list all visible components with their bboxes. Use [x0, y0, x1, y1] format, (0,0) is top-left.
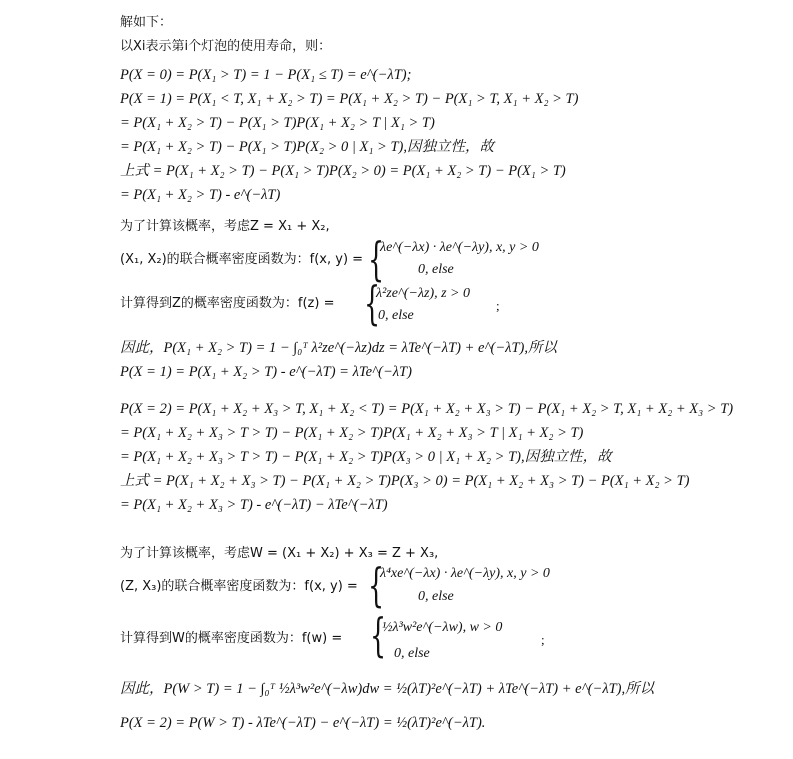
brace-1: {: [368, 232, 385, 286]
line-p-x2-step4: 上式 = P(X₁ + X₂ + X₃ > T) − P(X₁ + X₂ > T)P(X₃ > 0) = P(X₁ + X₂ + X₃ > T) − P(X₁ + X₂ > T): [120, 473, 690, 489]
case3-top: λ⁴xe^(−λx) · λe^(−λy), x, y > 0: [380, 566, 550, 581]
line-joint-density-1: (X₁, X₂)的联合概率密度函数为：f(x, y) =: [120, 252, 364, 267]
line-p-x0: P(X = 0) = P(X₁ > T) = 1 − P(X₁ ≤ T) = e^(−λT);: [120, 67, 412, 83]
line-p-x2-step2: = P(X₁ + X₂ + X₃ > T > T) − P(X₁ + X₂ > T)P(X₁ + X₂ + X₃ > T | X₁ + X₂ > T): [120, 425, 584, 441]
line-w-density: 计算得到W的概率密度函数为：f(w) =: [120, 631, 343, 646]
case4-top: ½λ³w²e^(−λw), w > 0: [382, 620, 503, 635]
line-therefore-1: 因此，P(X₁ + X₂ > T) = 1 − ∫₀ᵀ λ²ze^(−λz)dz = λTe^(−λT) + e^(−λT),所以: [120, 340, 557, 356]
line-intro: 解如下：: [120, 15, 173, 30]
line-p-x2-step3: = P(X₁ + X₂ + X₃ > T > T) − P(X₁ + X₂ > T)P(X₃ > 0 | X₁ + X₂ > T),因独立性，故: [120, 449, 612, 465]
line-z-density: 计算得到Z的概率密度函数为：f(z) =: [120, 296, 335, 311]
line-p-x1-step4: 上式 = P(X₁ + X₂ > T) − P(X₁ > T)P(X₂ > 0) = P(X₁ + X₂ > T) − P(X₁ > T): [120, 163, 566, 179]
line-p-x1-result: P(X = 1) = P(X₁ + X₂ > T) - e^(−λT) = λTe^(−λT): [120, 364, 412, 380]
line-p-x1-step5: = P(X₁ + X₂ > T) - e^(−λT): [120, 187, 281, 203]
semicolon-2: ;: [541, 632, 545, 647]
line-p-x1: P(X = 1) = P(X₁ < T, X₁ + X₂ > T) = P(X₁ + X₂ > T) − P(X₁ > T, X₁ + X₂ > T): [120, 91, 579, 107]
line-p-x2-step5: = P(X₁ + X₂ + X₃ > T) - e^(−λT) − λTe^(−λT): [120, 497, 388, 513]
case1-top: λe^(−λx) · λe^(−λy), x, y > 0: [380, 240, 539, 255]
brace-3: {: [368, 558, 385, 612]
line-joint-density-2: (Z, X₃)的联合概率密度函数为：f(x, y) =: [120, 579, 358, 594]
brace-2: {: [364, 276, 381, 330]
case1-bottom: 0, else: [418, 262, 454, 277]
case2-bottom: 0, else: [378, 308, 414, 323]
semicolon-1: ;: [496, 298, 500, 313]
line-consider-z: 为了计算该概率，考虑Z = X₁ + X₂,: [120, 219, 330, 234]
case3-bottom: 0, else: [418, 589, 454, 604]
line-p-x1-step2: = P(X₁ + X₂ > T) − P(X₁ > T)P(X₁ + X₂ > T | X₁ > T): [120, 115, 435, 131]
line-p-x2-result: P(X = 2) = P(W > T) - λTe^(−λT) − e^(−λT) = ½(λT)²e^(−λT).: [120, 715, 486, 731]
line-p-x1-step3: = P(X₁ + X₂ > T) − P(X₁ > T)P(X₂ > 0 | X₁ > T),因独立性，故: [120, 139, 494, 155]
case4-bottom: 0, else: [394, 646, 430, 661]
line-consider-w: 为了计算该概率，考虑W = (X₁ + X₂) + X₃ = Z + X₃,: [120, 546, 439, 561]
line-therefore-2: 因此，P(W > T) = 1 − ∫₀ᵀ ½λ³w²e^(−λw)dw = ½(λT)²e^(−λT) + λTe^(−λT) + e^(−λT),所以: [120, 681, 655, 697]
line-p-x2: P(X = 2) = P(X₁ + X₂ + X₃ > T, X₁ + X₂ < T) = P(X₁ + X₂ + X₃ > T) − P(X₁ + X₂ > T, X₁ + X₂ + X₃ > T): [120, 401, 734, 417]
case2-top: λ²ze^(−λz), z > 0: [376, 286, 471, 301]
line-definition: 以Xi表示第i个灯泡的使用寿命，则：: [120, 39, 332, 54]
brace-4: {: [370, 608, 387, 662]
